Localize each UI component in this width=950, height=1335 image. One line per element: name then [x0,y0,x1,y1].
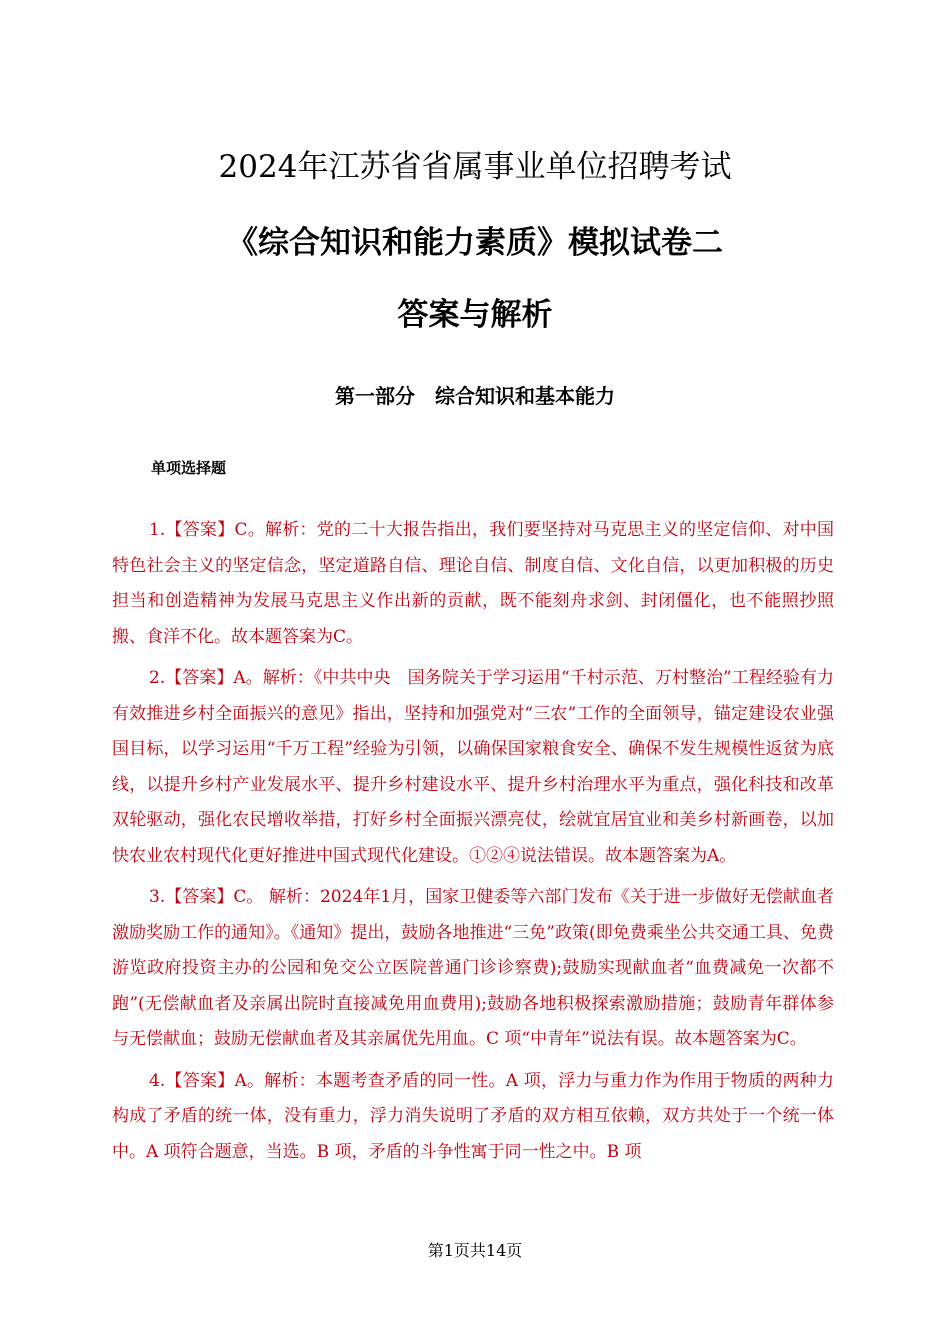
document-title-line-2: 《综合知识和能力素质》模拟试卷二 [227,225,723,261]
answer-paragraph-4: 4.【答案】A。解析：本题考查矛盾的同一性。A 项，浮力与重力作为作用于物质的两种力构成了矛盾的统一体，没有重力，浮力消失说明了矛盾的双方相互依赖，双方共处于一个统一体中。A 项符合题意，当选。B 项，矛盾的斗争性寓于同一性之中。B 项 [112,1070,834,1162]
answer-paragraph-3: 3.【答案】C。 解析：2024年1月，国家卫健委等六部门发布《关于进一步做好无偿献血者激励奖励工作的通知》。《通知》提出，鼓励各地推进“三免”政策(即免费乘坐公共交通工具、免费游览政府投资主办的公园和免交公立医院普通门诊诊察费);鼓励实现献血者“血费减免一次都不跑”(无偿献血者及亲属出院时直接减免用血费用);鼓励各地积极探索激励措施；鼓励青年群体参与无偿献血；鼓励无偿献血者及其亲属优先用血。C 项“中青年”说法有误。故本题答案为C。 [112,887,834,1049]
page-number: 第1页共14页 [427,1241,523,1260]
document-title-line-3: 答案与解析 [397,297,553,333]
answer-paragraph-1: 1.【答案】C。解析：党的二十大报告指出，我们要坚持对马克思主义的坚定信仰、对中国特色社会主义的坚定信念，坚定道路自信、理论自信、制度自信、文化自信，以更加积极的历史担当和创造精神为发展马克思主义作出新的贡献，既不能刻舟求剑、封闭僵化，也不能照抄照搬、食洋不化。故本题答案为C。 [112,520,834,647]
answer-paragraph-2: 2.【答案】A。解析：《中共中央 国务院关于学习运用“千村示范、万村整治”工程经验有力有效推进乡村全面振兴的意见》指出，坚持和加强党对“三农”工作的全面领导，锚定建设农业强国目标，以学习运用“千万工程”经验为引领，以确保国家粮食安全、确保不发生规模性返贫为底线，以提升乡村产业发展水平、提升乡村建设水平、提升乡村治理水平为重点，强化科技和改革双轮驱动，强化农民增收举措，打好乡村全面振兴漂亮仗，绘就宜居宜业和美乡村新画卷，以加快农业农村现代化更好推进中国式现代化建设。①②④说法错误。故本题答案为A。 [112,668,834,866]
section-heading: 单项选择题 [151,459,227,477]
document-title-line-1: 2024年江苏省省属事业单位招聘考试 [218,149,732,185]
answer-list [112,513,834,1176]
part-heading: 第一部分 综合知识和基本能力 [335,384,615,408]
